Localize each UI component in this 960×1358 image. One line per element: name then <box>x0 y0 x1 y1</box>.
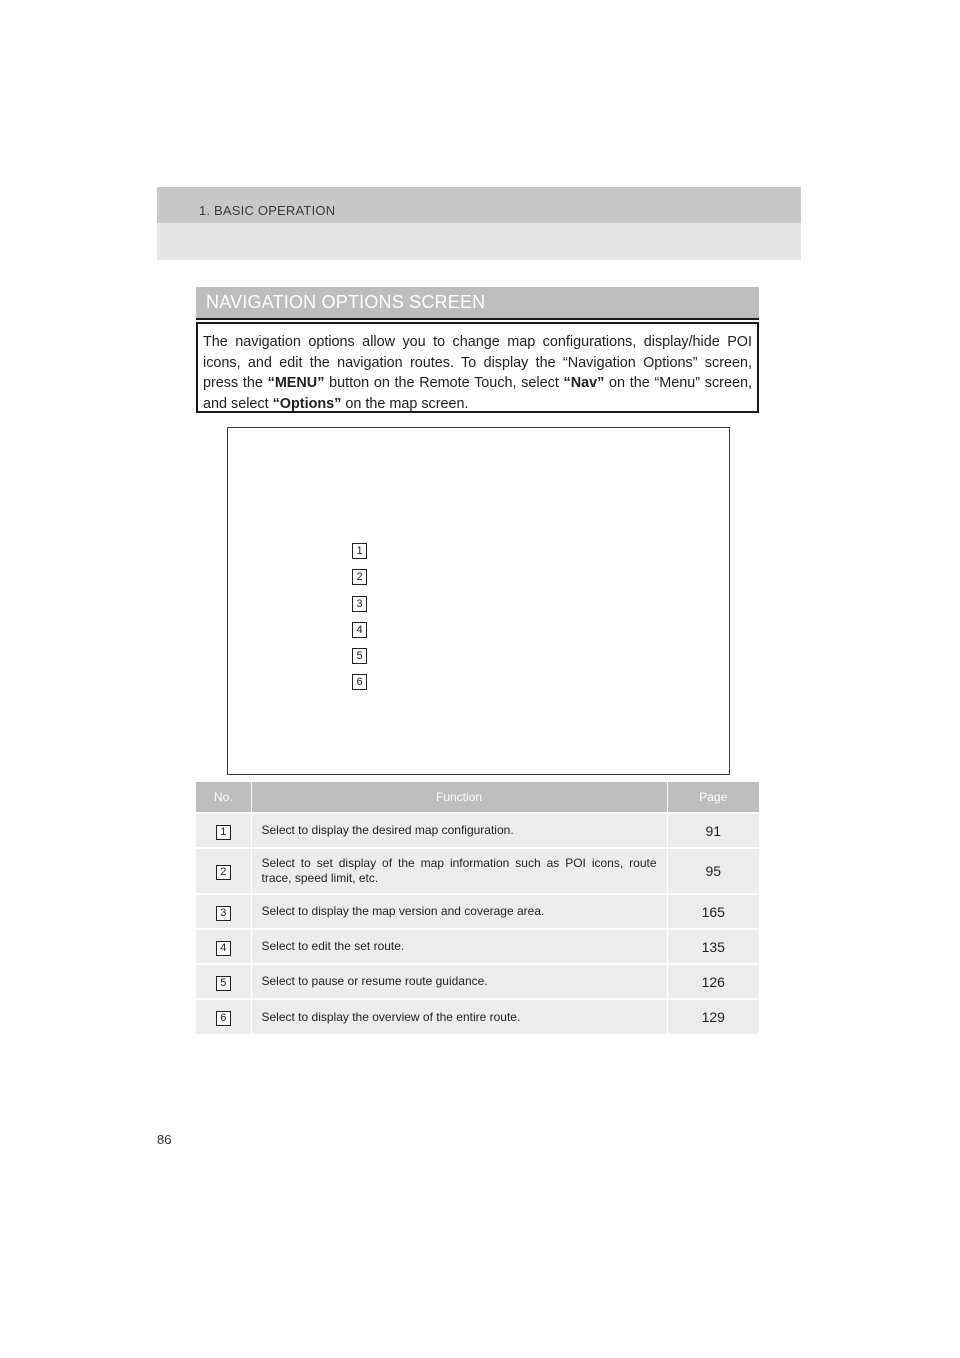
intro-text-4: on the map screen. <box>341 395 469 412</box>
options-keyword: “Options” <box>272 395 342 412</box>
intro-text-3: on the “Menu” screen, and select <box>203 375 752 412</box>
row-number-cell <box>196 894 251 929</box>
intro-text-1: The navigation options allow you to change map configurations, display/hide POI icons, and edit the navigation routes. To display the “Navigation Options” screen, press the <box>203 334 752 391</box>
intro-paragraph <box>203 332 752 414</box>
table-row <box>196 848 759 894</box>
header-function: Function <box>251 782 667 813</box>
table-header-row <box>196 782 759 813</box>
header-band <box>157 187 801 260</box>
table-row <box>196 813 759 848</box>
row-number: 5 <box>216 976 231 991</box>
screen-illustration <box>227 427 730 775</box>
callout-2: 2 <box>352 569 367 585</box>
row-page: 126 <box>667 964 759 999</box>
row-page: 135 <box>667 929 759 964</box>
page-title: NAVIGATION OPTIONS SCREEN <box>206 292 486 312</box>
callout-6: 6 <box>352 674 367 690</box>
callout-4: 4 <box>352 622 367 638</box>
row-page: 91 <box>667 813 759 848</box>
row-number-cell <box>196 999 251 1034</box>
nav-keyword: “Nav” <box>563 375 605 391</box>
callout-5: 5 <box>352 648 367 664</box>
row-function: Select to pause or resume route guidance. <box>251 964 667 999</box>
header-page: Page <box>667 782 759 813</box>
row-number-cell <box>196 929 251 964</box>
row-page: 95 <box>667 848 759 894</box>
row-number-cell <box>196 964 251 999</box>
table-row <box>196 929 759 964</box>
menu-keyword: “MENU” <box>267 375 325 391</box>
intro-box <box>196 322 759 413</box>
table-row <box>196 894 759 929</box>
row-number: 6 <box>216 1011 231 1026</box>
section-label: 1. BASIC OPERATION <box>199 203 336 218</box>
row-number: 1 <box>216 825 231 840</box>
section-title-bar <box>196 287 759 320</box>
row-number-cell <box>196 813 251 848</box>
row-page: 129 <box>667 999 759 1034</box>
row-number: 3 <box>216 906 231 921</box>
row-function: Select to display the overview of the entire route. <box>251 999 667 1034</box>
row-function: Select to set display of the map information such as POI icons, route trace, speed limit, etc. <box>251 848 667 894</box>
page-number: 86 <box>157 1132 172 1147</box>
row-number: 4 <box>216 941 231 956</box>
table-row <box>196 999 759 1034</box>
row-function: Select to display the map version and coverage area. <box>251 894 667 929</box>
header-no: No. <box>196 782 251 813</box>
row-page: 165 <box>667 894 759 929</box>
row-number: 2 <box>216 865 231 880</box>
function-table <box>196 782 759 1034</box>
row-number-cell <box>196 848 251 894</box>
table-row <box>196 964 759 999</box>
callout-1: 1 <box>352 543 367 559</box>
header-band-top <box>157 187 801 223</box>
row-function: Select to display the desired map configuration. <box>251 813 667 848</box>
intro-text-2: button on the Remote Touch, select <box>324 375 564 391</box>
callout-3: 3 <box>352 596 367 612</box>
row-function: Select to edit the set route. <box>251 929 667 964</box>
